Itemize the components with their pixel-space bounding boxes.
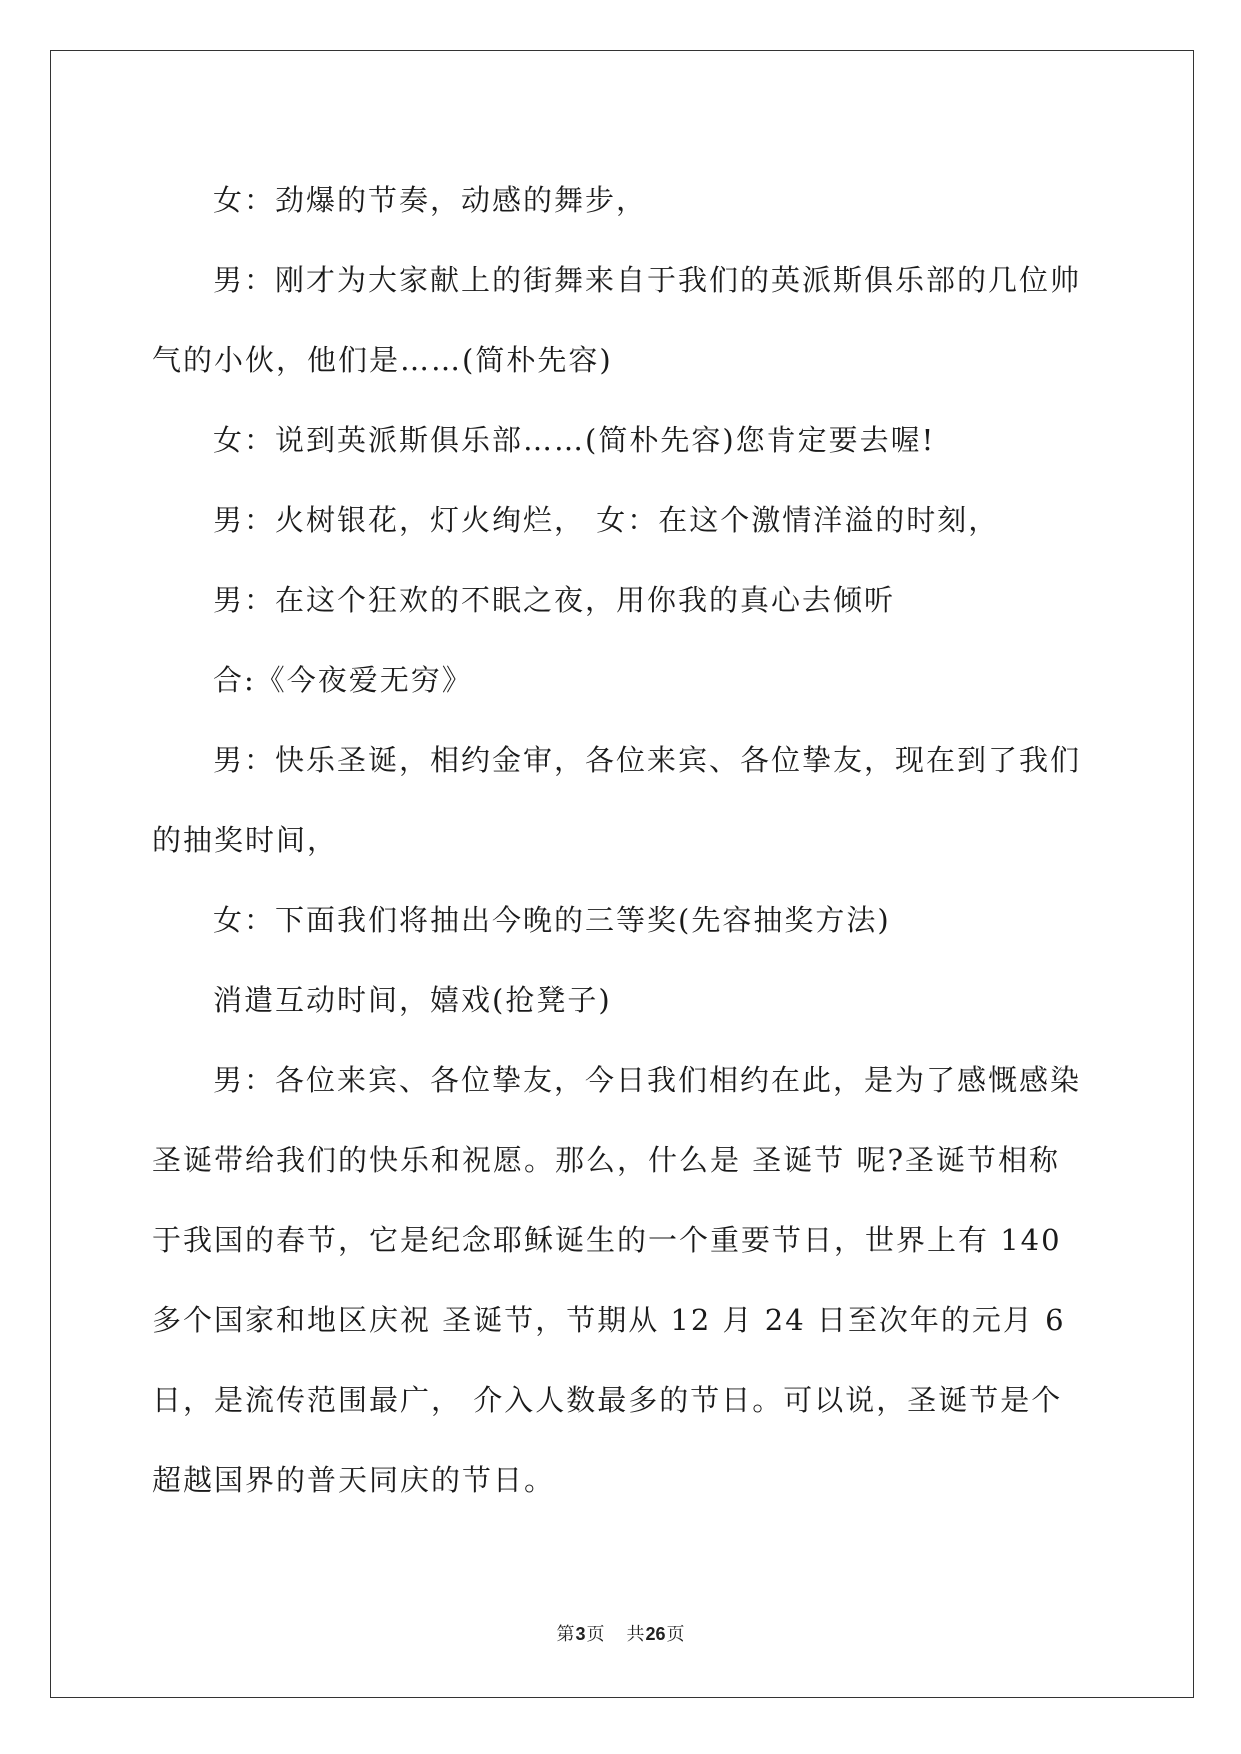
paragraph: 女：劲爆的节奏，动感的舞步， [213, 183, 648, 217]
paragraph: 女：说到英派斯俱乐部……(简朴先容)您肯定要去喔! [213, 423, 936, 457]
paragraph: 男：在这个狂欢的不眠之夜，用你我的真心去倾听 [213, 583, 896, 617]
page-number-suffix: 页 [586, 1624, 605, 1645]
paragraph: 男：快乐圣诞，相约金审，各位来宾、各位挚友，现在到了我们的抽奖时间， [152, 743, 1082, 857]
page-number-current: 3 [575, 1624, 586, 1644]
paragraph: 合:《今夜爱无穷》 [213, 663, 473, 697]
page-number-prefix: 第 [556, 1624, 575, 1645]
paragraph: 女：下面我们将抽出今晚的三等奖(先容抽奖方法) [213, 903, 891, 937]
page-total: 26 [645, 1624, 666, 1644]
paragraph: 男：火树银花，灯火绚烂， 女：在这个激情洋溢的时刻， [213, 503, 1000, 537]
page-total-suffix: 页 [666, 1624, 685, 1645]
page-total-prefix: 共 [626, 1624, 645, 1645]
page-footer [0, 1620, 1241, 1646]
paragraph: 男：各位来宾、各位挚友，今日我们相约在此，是为了感慨感染圣诞带给我们的快乐和祝愿。那么，什么是 圣诞节 呢?圣诞节相称于我国的春节，它是纪念耶稣诞生的一个重要节日，世界上有 140 多个国家和地区庆祝 圣诞节，节期从 12 月 24 日至次年的元月 6 日，是流传范围最广， 介入人数最多的节日。可以说，圣诞节是个超越国界的普天同庆的节日。 [152, 1063, 1082, 1497]
paragraph: 消遣互动时间，嬉戏(抢凳子) [213, 983, 612, 1017]
document-body [152, 160, 1090, 1520]
paragraph: 男：刚才为大家献上的街舞来自于我们的英派斯俱乐部的几位帅气的小伙，他们是……(简朴先容) [152, 263, 1082, 377]
